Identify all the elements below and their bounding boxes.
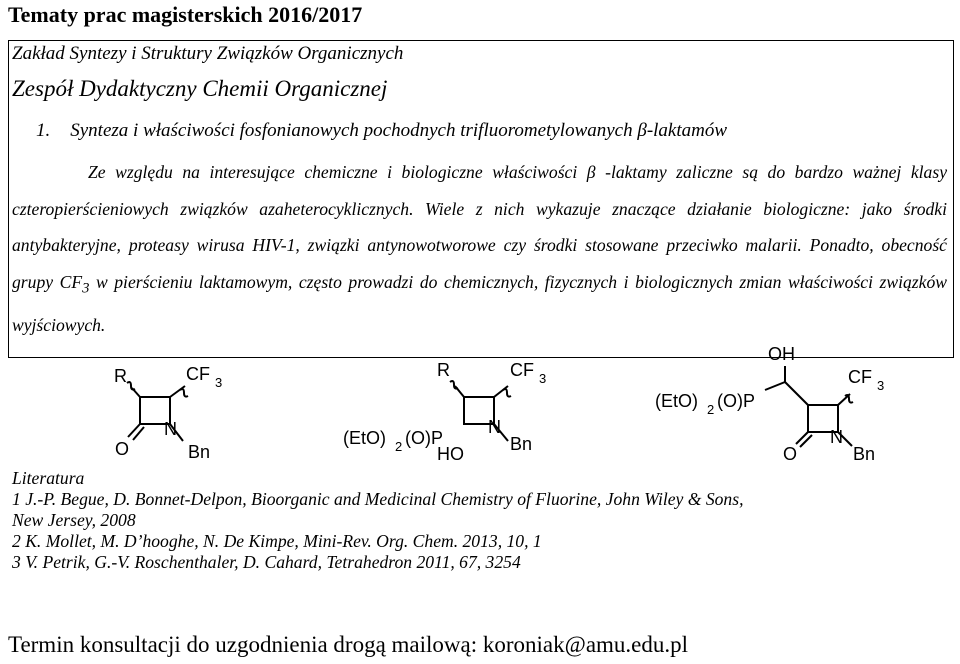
phosphorus-label: (O)P [405,428,443,448]
description-part: w pierścieniu laktamowym, często prowadzi do chemicznych, fizycznych i biologicznych zmian właściwości związków wyjściowych. [12,271,947,335]
phosphonate-label: (EtO) [343,428,386,448]
references-heading: Literatura [12,468,85,488]
cf3-subscript: 3 [215,375,223,390]
contact-info: Termin konsultacji do uzgodnienia drogą mailową: koroniak@amu.edu.pl [8,632,689,657]
reference-item: New Jersey, 2008 [12,510,136,530]
hydroxyl-label: OH [768,344,795,364]
phosphorus-label: (O)P [717,391,755,411]
benzyl-label: Bn [853,444,876,464]
topic-title-text: Synteza i właściwości fosfonianowych pochodnych trifluorometylowanych [70,120,638,141]
nitrogen-label: N [830,427,843,447]
cf3-label: CF [848,367,872,387]
phosphonate-subscript: 2 [707,402,715,417]
cf3-label: CF [510,360,534,380]
department-name: Zakład Syntezy i Struktury Związków Organicznych [12,43,404,64]
description-part: -laktamy zaliczne są do bardzo ważnej klasy czteropierścieniowych związków azaheterocyklicznych. Wiele z nich wykazuje znaczące działanie biologiczne: jako środki antybakteryjne, proteasy wirusa HIV-1, związki antynowotworowe czy środki stosowane przeciwko malarii. Ponadto, obecność grupy CF [12,162,948,292]
r-group-label: R [114,366,127,386]
reference-item: 3 V. Petrik, G.-V. Roschenthaler, D. Cahard, Tetrahedron 2011, 67, 3254 [12,552,521,572]
nitrogen-label: N [164,419,177,439]
cf3-subscript: 3 [539,371,547,386]
team-name: Zespół Dydaktyczny Chemii Organicznej [12,76,388,101]
oxygen-label: O [783,444,798,464]
beta-symbol: β [637,120,647,141]
phosphonate-subscript: 2 [395,439,403,454]
cf3-subscript: 3 [877,378,885,393]
beta-symbol: β [586,162,596,182]
r-group-label: R [437,360,450,380]
topic-title-suffix: -laktamów [646,120,728,141]
nitrogen-label: N [488,417,501,437]
benzyl-label: Bn [188,442,211,462]
hydroxyl-label: HO [437,444,464,464]
reference-item: 1 J.-P. Begue, D. Bonnet-Delpon, Bioorganic and Medicinal Chemistry of Fluorine, John Wiley & Sons, [12,489,744,509]
cf3-label: CF [186,364,210,384]
references [12,468,952,573]
oxygen-label: O [115,439,130,459]
subscript: 3 [82,280,90,297]
page-title: Tematy prac magisterskich 2016/2017 [8,2,363,27]
reference-item: 2 K. Mollet, M. D’hooghe, N. De Kimpe, Mini-Rev. Org. Chem. 2013, 10, 1 [12,531,542,551]
benzyl-label: Bn [510,434,533,454]
topic-number: 1. [36,120,51,141]
phosphonate-label: (EtO) [655,391,698,411]
description-part: Ze względu na interesujące chemiczne i biologiczne właściwości [88,162,587,182]
